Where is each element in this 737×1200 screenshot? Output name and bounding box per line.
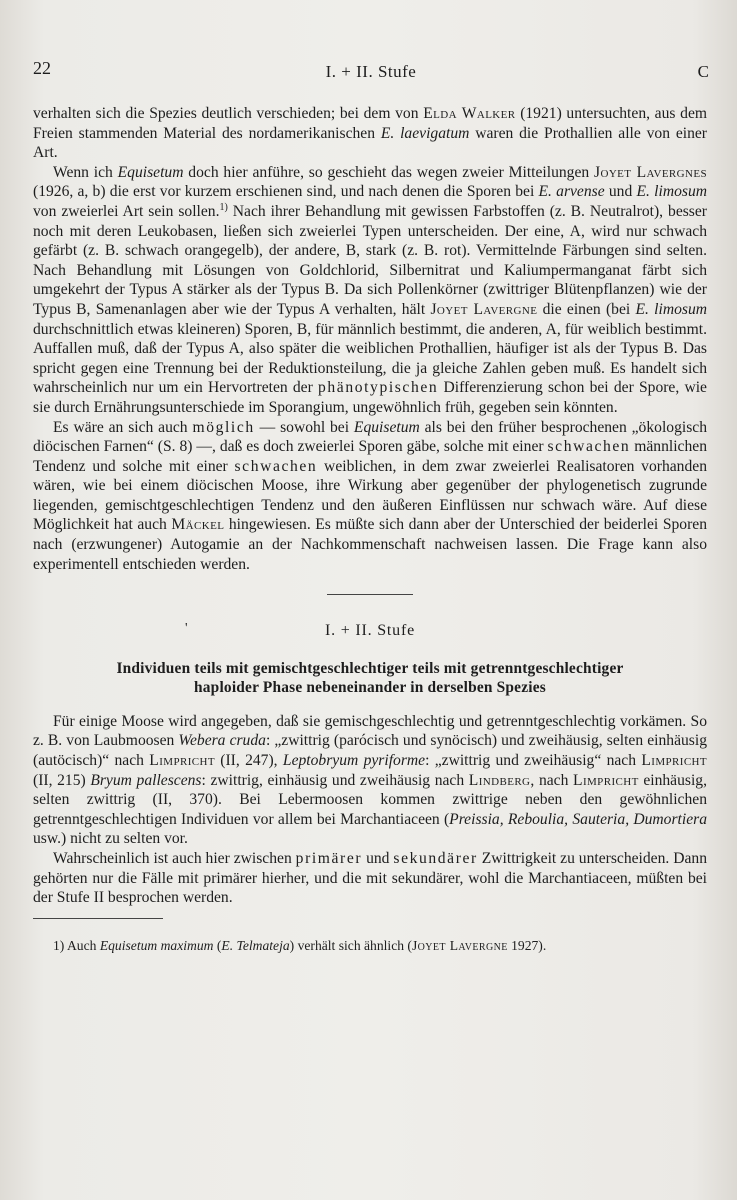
footnote-ref: 1) <box>219 201 228 213</box>
spaced-run: möglich <box>192 418 255 436</box>
running-title: I. + II. Stufe <box>325 62 417 81</box>
header-right-mark: C <box>697 62 709 81</box>
section-mark: ' <box>185 621 189 637</box>
text-run: : zwittrig, einhäusig und zweihäusig nach <box>201 771 469 789</box>
text-run: und <box>604 183 637 201</box>
text-run: Nach ihrer Behandlung mit gewissen Farbstoffen (z. B. Neutralrot), besser noch mit deren Leukobasen, ließen sich zweierlei Typen unterscheiden. Der eine, A, wird nur schwach gefärbt (z. B. schwach orangegelb), der andere, B, stark (z. B. rot). Vermittelnde Färbungen sind selten. Nach Behandlung mit Lösungen von Goldchlorid, Silbernitrat und Kaliumpermanganat färbt sich umgekehrt der Typus A stärker als der Typus B. Da sich Pollenkörner (zwittriger Blütenpflanzen) wie der Typus B, Samenanlagen aber wie der Typus A verhalten, hält <box>33 202 707 318</box>
text-run: : „zwittrig und zweihäusig“ nach <box>425 752 642 770</box>
text-run: 1927). <box>507 937 547 953</box>
paragraph <box>33 849 707 908</box>
text-run: Es wäre an sich auch <box>53 418 193 436</box>
paragraph <box>33 104 707 163</box>
italic-run: Webera cruda <box>178 732 266 750</box>
italic-run: Equisetum <box>117 163 184 181</box>
footnote-rule <box>33 918 163 919</box>
text-run: von zweierlei Art sein sollen. <box>33 202 220 220</box>
italic-run: Preissia, Reboulia, Sauteria, Dumortiera <box>449 810 707 828</box>
text-run: und <box>362 850 394 867</box>
small-caps-run: Limpricht <box>641 752 708 770</box>
italic-run: E. laevigatum <box>380 124 470 142</box>
paragraph <box>33 712 707 849</box>
text-run: (1926, a, b) die erst vor kurzem erschienen sind, und nach denen die Sporen bei <box>33 183 539 201</box>
text-run: Wahrscheinlich ist auch hier zwischen <box>53 850 296 867</box>
text-run: Für einige Moose wird angegeben, daß sie gemischgeschlechtig und getrenntgeschlechtig vorkämen. So z. B. von Laubmoosen <box>33 712 707 750</box>
small-caps-run: Limpricht <box>149 752 215 770</box>
page-body <box>33 104 707 955</box>
text-run: — sowohl bei <box>254 418 354 436</box>
text-run: einhäusig, selten zwittrig (II, 370). Bei Lebermoosen kommen zwittrige neben den gewöhnlichen getrenntgeschlechtigen Individuen vor allem bei Marchantiaceen ( <box>33 771 707 828</box>
text-run: hingewiesen. Es müßte sich dann aber der Unterschied der beiderlei Sporen nach (erzwungener) Autogamie an der Nachkommenschaft nachweisen lassen. Die Frage kann also experimentell entschieden werden. <box>33 516 707 573</box>
text-run: , nach <box>530 771 574 789</box>
text-run: Differenzierung schon bei der Spore, wie sie durch Ernährungsunterschiede im Sporangium, ungewöhnlich früh, gegeben sein könnten. <box>33 379 707 416</box>
page-number: 22 <box>33 58 51 78</box>
italic-run: Equisetum maximum <box>99 937 214 953</box>
small-caps-run: Joyet Lavergnes <box>594 163 707 181</box>
text-run: ) verhält sich ähnlich ( <box>289 937 412 953</box>
running-header <box>33 58 709 88</box>
small-caps-run: Lindberg <box>468 771 531 789</box>
text-run: usw.) nicht zu selten vor. <box>33 830 188 848</box>
section-subheading <box>33 659 707 697</box>
text-run: (1921) untersuchten, aus dem Freien stammenden Material des nordamerikanischen <box>33 105 707 142</box>
text-run: die einen (bei <box>537 300 636 318</box>
spaced-run: schwachen <box>547 438 631 456</box>
small-caps-run: Mäckel <box>171 516 225 534</box>
italic-run: Equisetum <box>353 418 420 436</box>
text-run: : „zwittrig (parócisch und synöcisch) und zweihäusig, selten einhäusig (autöcisch)“ nach <box>33 732 708 770</box>
italic-run: E. arvense <box>538 183 605 201</box>
text-run: (II, 215) <box>33 771 91 789</box>
section-title-text: I. + II. Stufe <box>325 622 415 640</box>
subheading-line: Individuen teils mit gemischtgeschlechtiger teils mit getrenntgeschlechtiger <box>116 659 624 677</box>
text-run: durchschnittlich etwas kleineren) Sporen, B, für männlich bestimmt, die anderen, A, für weiblich bestimmt. Auffallen muß, daß der Typus A, also später die weiblichen Prothallien, häufiger ist als der Typus B. Das spricht gegen eine Trennung bei der Reduktionsteilung, die ja gleiche Zahlen geben muß. Es handelt sich wahrscheinlich nur um ein Hervortreten der <box>33 320 707 397</box>
paragraph <box>33 163 707 418</box>
italic-run: E. limosum <box>635 300 708 318</box>
spaced-run: schwachen <box>234 457 318 475</box>
small-caps-run: Limpricht <box>573 771 639 789</box>
italic-run: Bryum pallescens <box>90 771 202 789</box>
text-run: als bei den früher besprochenen „ökologisch diöcischen Farnen“ (S. 8) —, daß es doch zweierlei Sporen gäbe, solche mit einer <box>33 418 707 456</box>
text-run: waren die Prothallien alle von einer Art. <box>33 124 707 162</box>
section-title <box>33 621 707 641</box>
text-run: verhalten sich die Spezies deutlich verschieden; bei dem von <box>33 105 424 122</box>
spaced-run: phänotypischen <box>318 379 439 397</box>
italic-run: E. Telmateja <box>221 937 290 953</box>
text-run: Zwittrigkeit zu unterscheiden. Dann gehörten nur die Fälle mit primärer hierher, und die mit sekundärer, wohl die Marchantiaceen, müßten bei der Stufe II besprochen werden. <box>33 850 707 907</box>
small-caps-run: Joyet Lavergne <box>411 937 508 953</box>
italic-run: Leptobryum pyriforme <box>282 752 426 770</box>
subheading-line: haploider Phase nebeneinander in derselben Spezies <box>194 678 546 696</box>
small-caps-run: Joyet Lavergne <box>430 300 538 318</box>
spaced-run: primärer <box>295 850 363 867</box>
text-run: doch hier anführe, so geschieht das wegen zweier Mitteilungen <box>183 163 595 181</box>
text-run: weiblichen, in dem zwar zweierlei Realisatoren vorhanden wären, wie bei einem diöcischen Moose, ihre Wirkung aber gegenüber der phylogenetisch zugrunde liegenden, gemischtgeschlechtigen Tendenz und den äußeren Einflüssen nur schwach wäre. Auf diese Möglichkeit hat auch <box>33 457 707 534</box>
text-run: Wenn ich <box>53 163 118 181</box>
section-divider <box>327 594 413 595</box>
text-run: (II, 247), <box>214 752 283 770</box>
footnote <box>33 937 707 955</box>
small-caps-run: Elda Walker <box>423 105 516 122</box>
paragraph <box>33 418 707 575</box>
text-run: ( <box>213 937 222 953</box>
text-run: 1) Auch <box>53 937 100 953</box>
italic-run: E. limosum <box>636 183 707 201</box>
text-run: männlichen Tendenz und solche mit einer <box>33 438 707 475</box>
spaced-run: sekundärer <box>393 850 478 867</box>
